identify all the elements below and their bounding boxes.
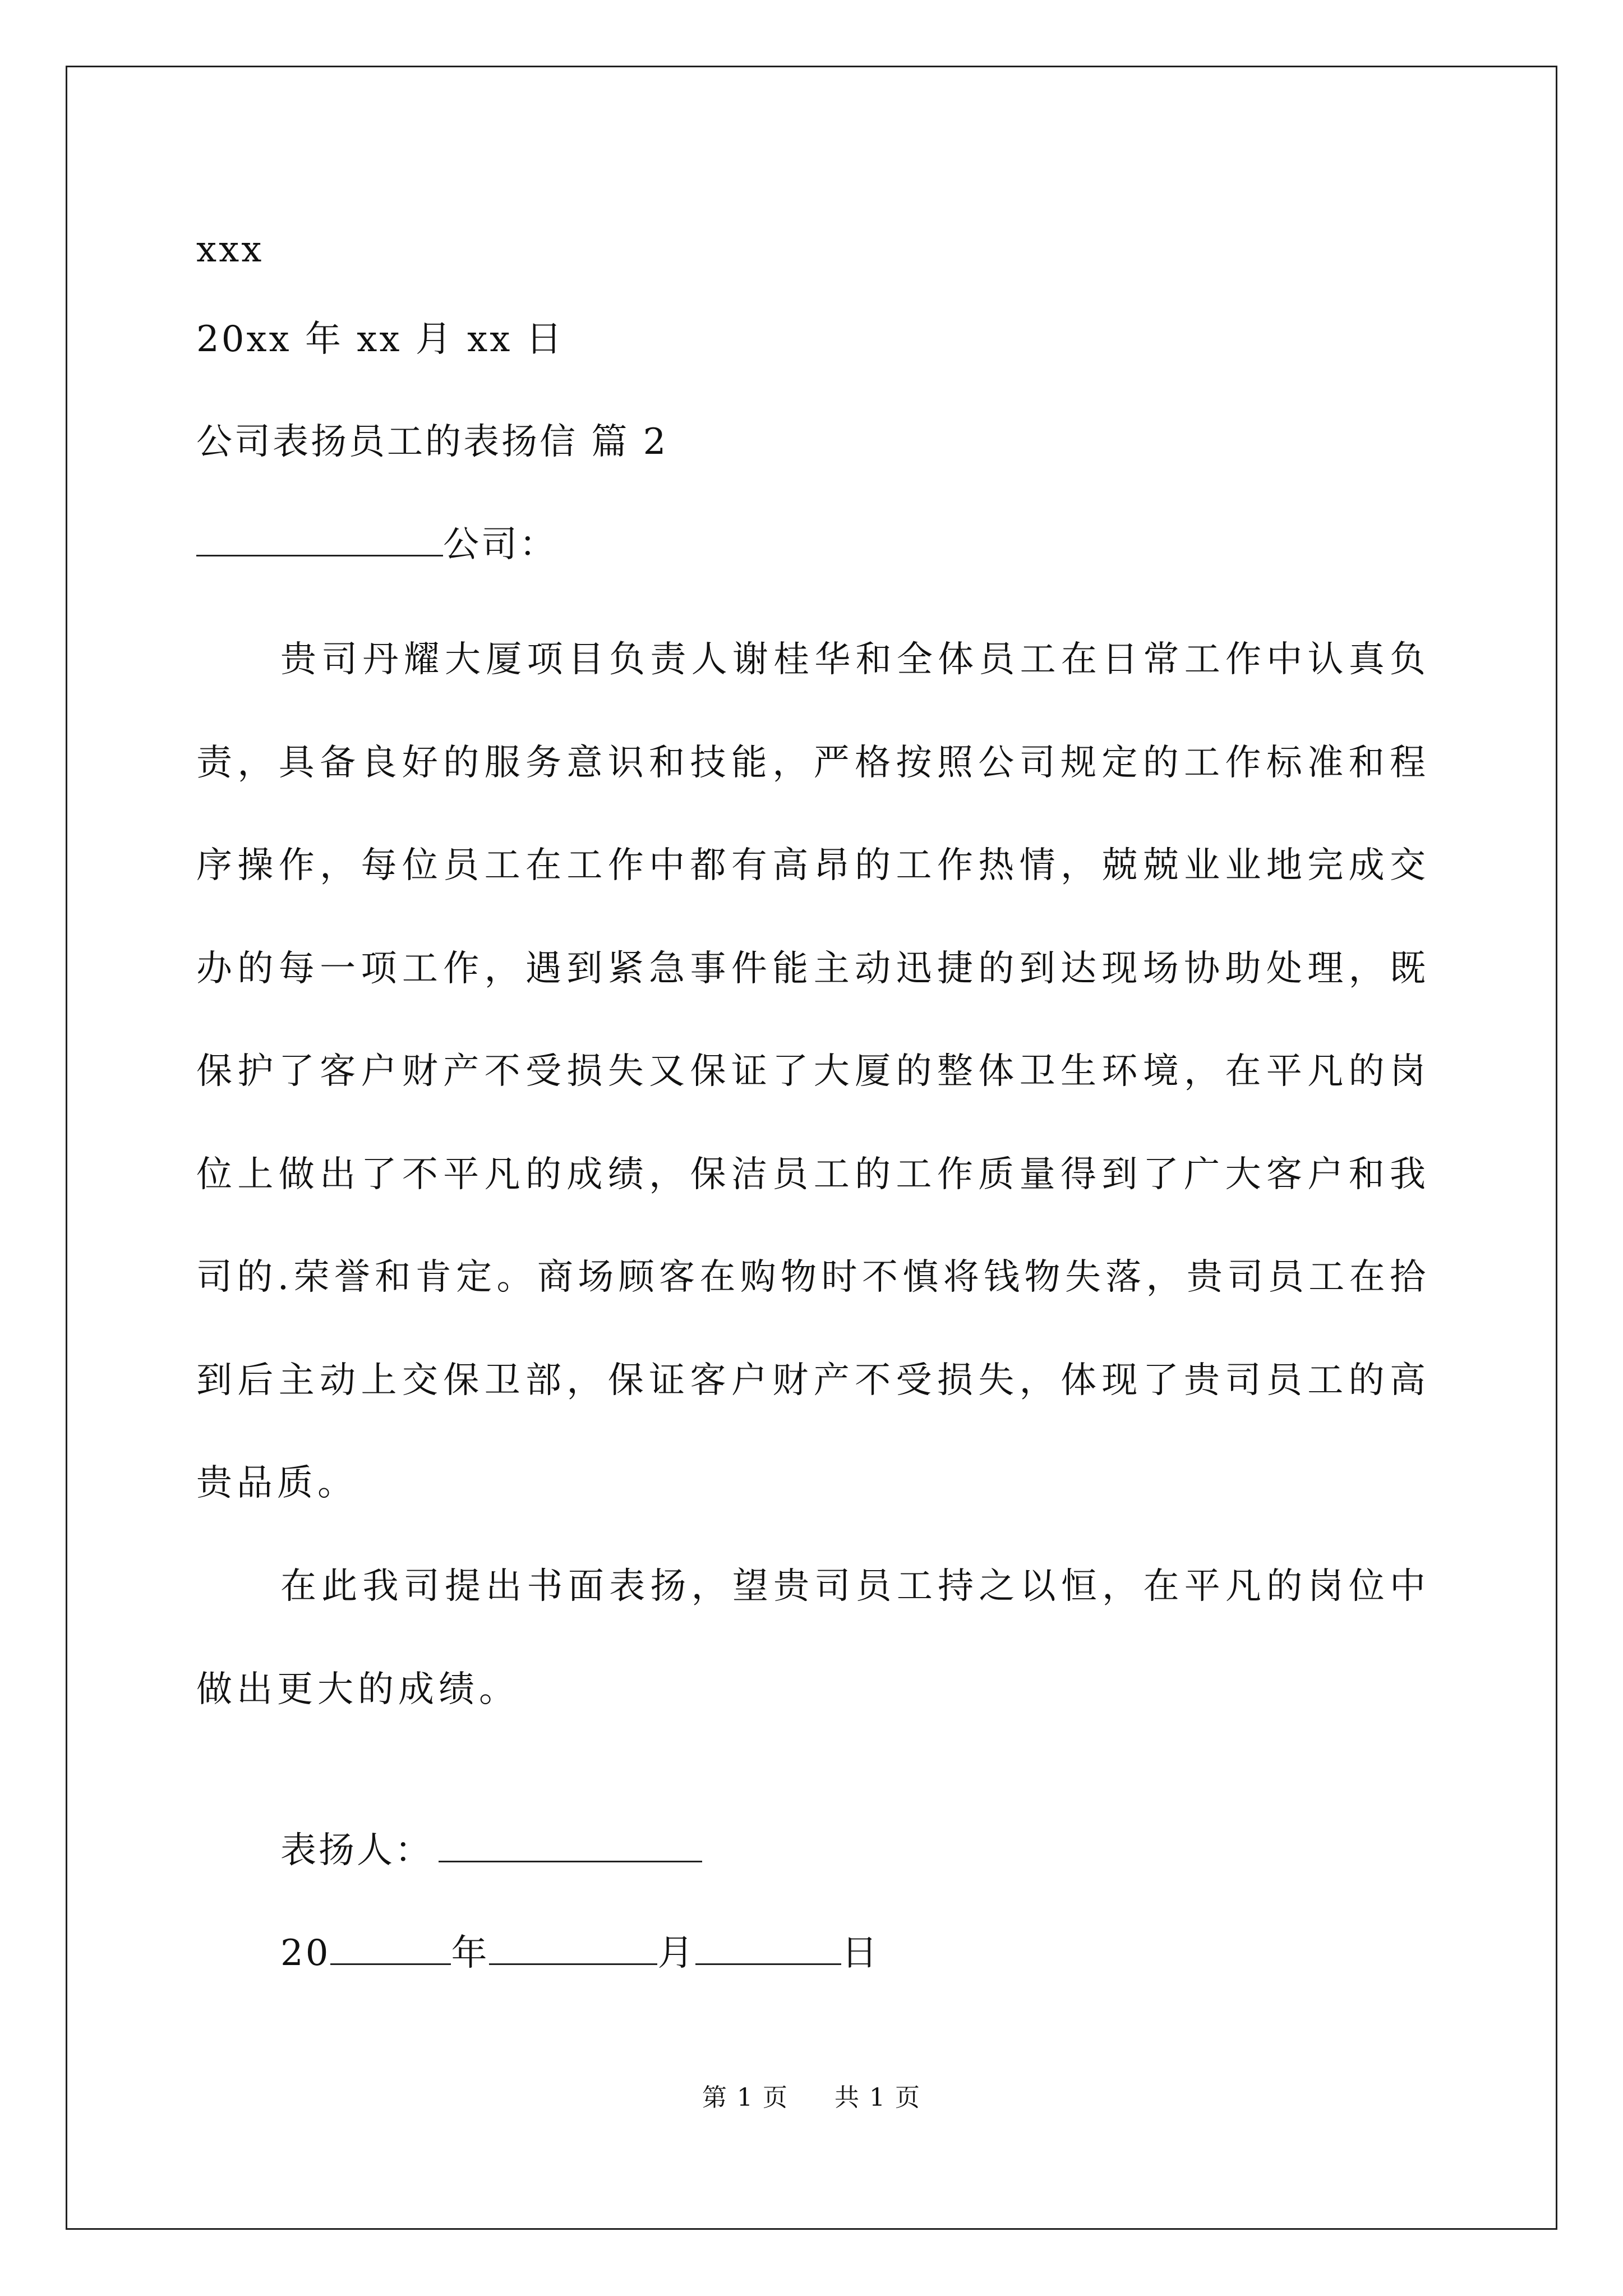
day-blank [695,1932,841,1965]
date-day-label: 日 [841,1932,880,1974]
month-blank [489,1932,657,1965]
praiser-line [280,1828,702,1873]
date-year-label: 年 [451,1932,490,1974]
body-paragraph-2: 在此我司提出书面表扬，望贵司员工持之以恒，在平凡的岗位中做出更大的成绩。 [196,1566,1430,1710]
praiser-blank [439,1829,702,1862]
signature-date: 20xx 年 xx 月 xx 日 [196,319,564,360]
page-number-current: 第 1 页 [702,2083,789,2112]
recipient-blank [196,523,443,556]
page-footer [0,2081,1623,2115]
date-prefix: 20 [280,1932,331,1974]
date-line [280,1931,879,1976]
signature-name: xxx [196,229,264,270]
body-paragraph-1: 贵司丹耀大厦项目负责人谢桂华和全体员工在日常工作中认真负责，具备良好的服务意识和技能，严格按照公司规定的工作标准和程序操作，每位员工在工作中都有高昂的工作热情，兢兢业业地完成交办的每一项工作，遇到紧急事件能主动迅捷的到达现场协助处理，既保护了客户财产不受损失又保证了大厦的整体卫生环境，在平凡的岗位上做出了不平凡的成绩，保洁员工的工作质量得到了广大客户和我司的.荣誉和肯定。商场顾客在购物时不慎将钱物失落，贵司员工在拾到后主动上交保卫部，保证客户财产不受损失，体现了贵司员工的高贵品质。 [196,639,1430,1504]
date-month-label: 月 [657,1932,696,1974]
praiser-label: 表扬人： [280,1830,433,1871]
letter-heading: 公司表扬员工的表扬信 篇 2 [196,421,668,463]
recipient-line [196,522,557,567]
page-number-total: 共 1 页 [834,2083,921,2112]
year-blank [330,1932,451,1965]
recipient-suffix: 公司： [443,524,557,565]
